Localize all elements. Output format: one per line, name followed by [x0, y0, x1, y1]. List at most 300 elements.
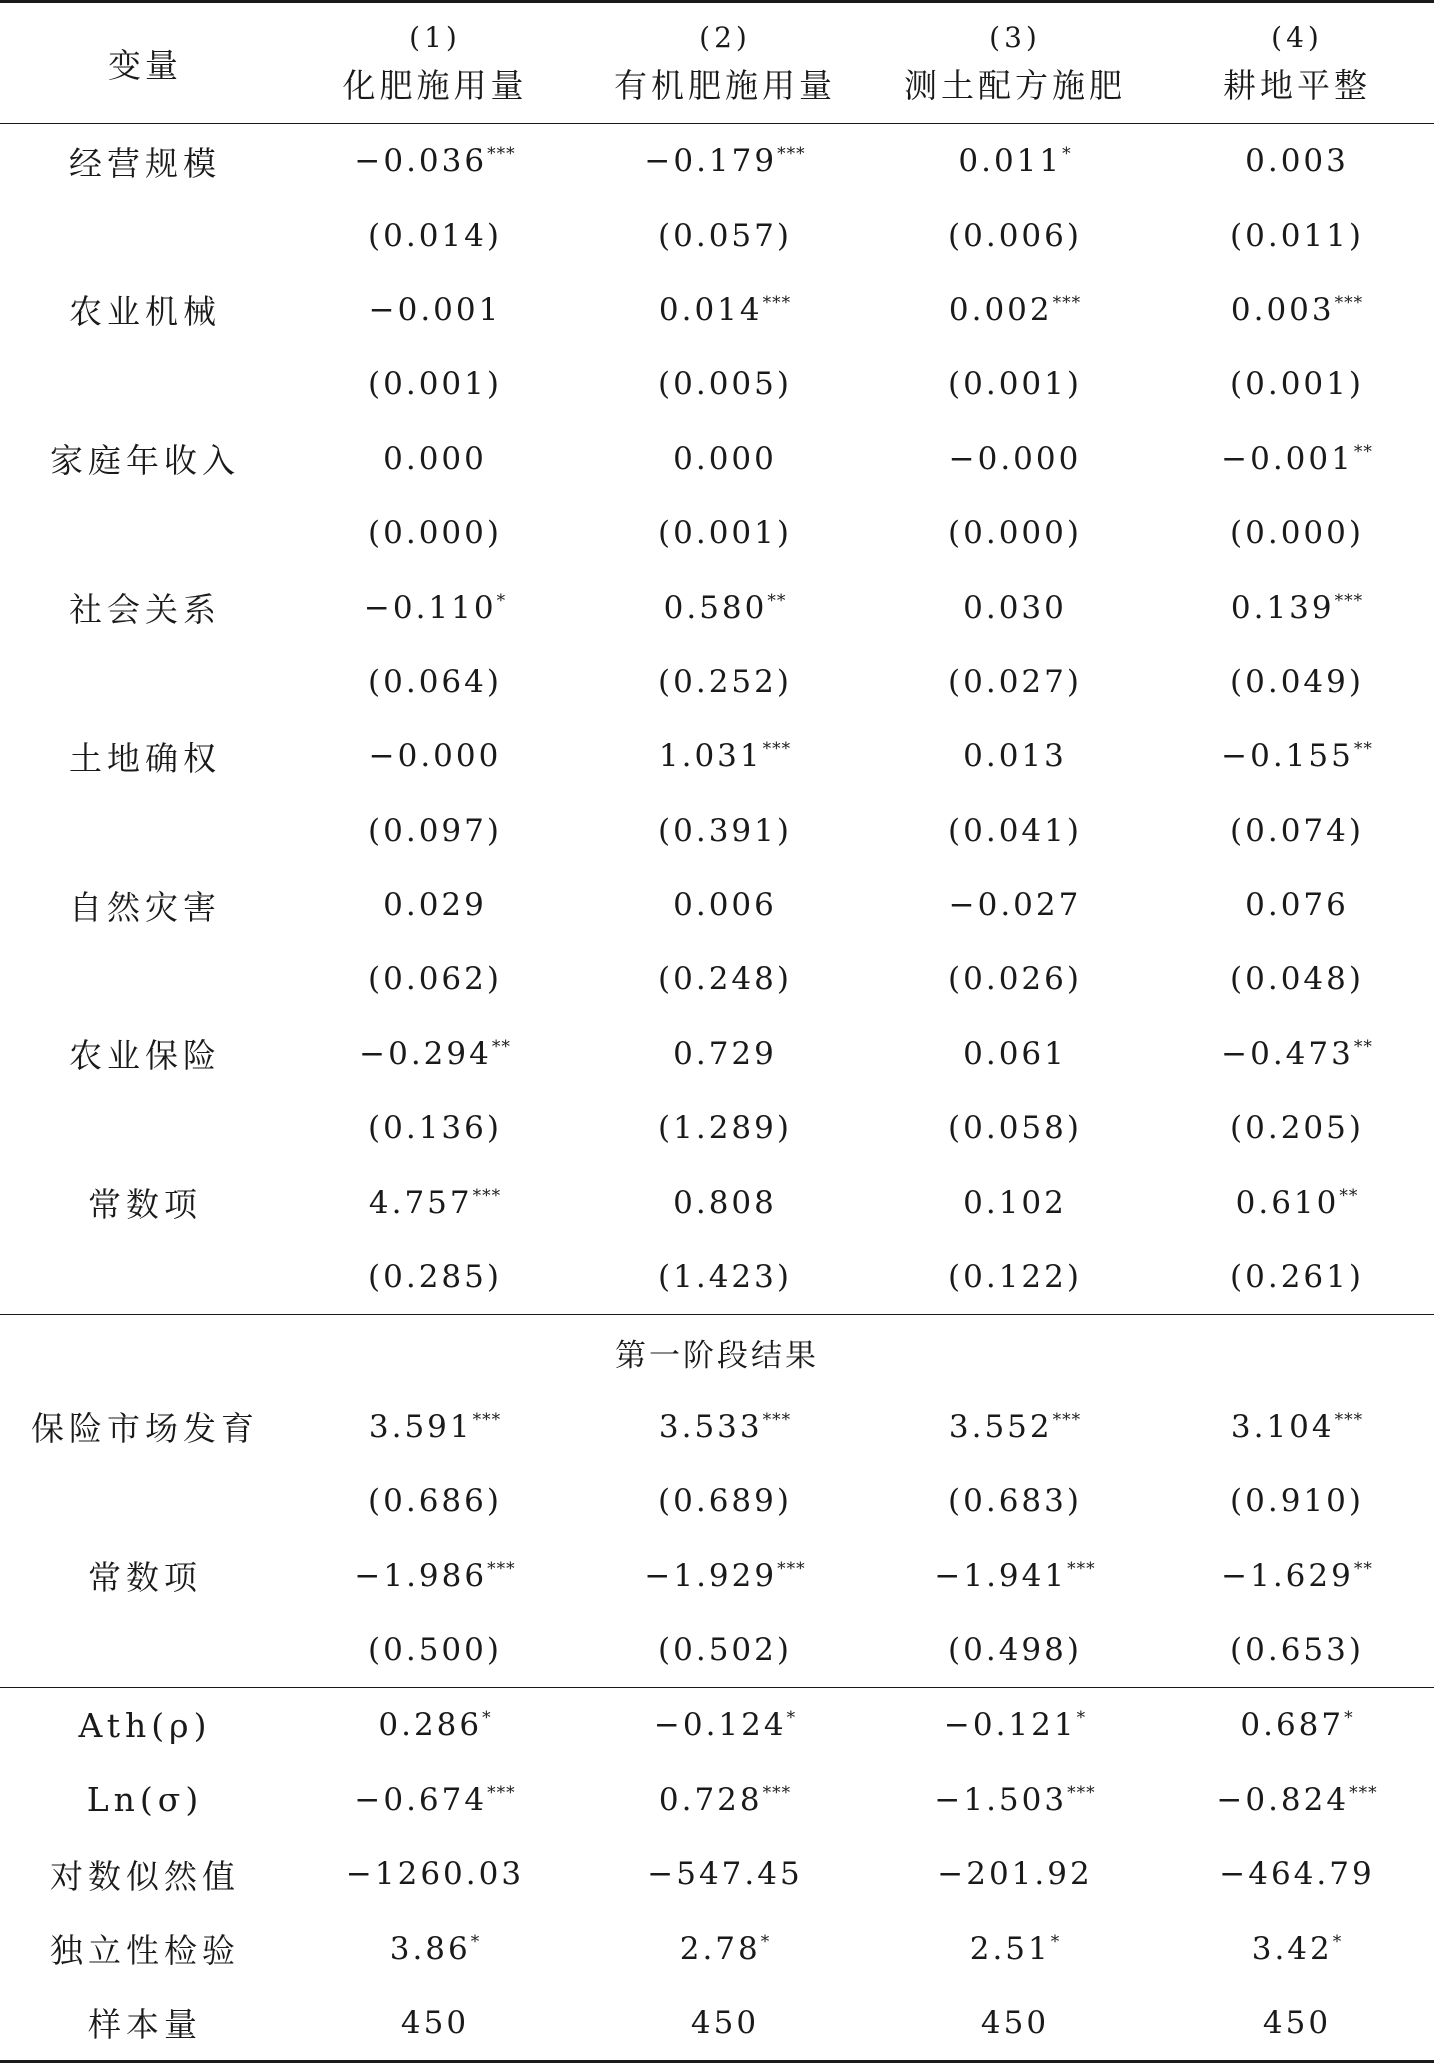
row-label [0, 1390, 290, 1464]
statistic-row [0, 1837, 1434, 1911]
row-label [0, 1763, 290, 1837]
value-cell-col-3 [870, 570, 1160, 644]
cell-value: 0.003 [1245, 143, 1349, 180]
cell-value: 0.808 [673, 1184, 777, 1221]
value-cell-col-4 [1160, 794, 1434, 868]
value-cell-col-4 [1160, 1165, 1434, 1239]
value-cell-col-1 [290, 1837, 580, 1911]
cell-value: 家庭年收入 [50, 441, 240, 481]
significance-stars: *** [487, 144, 516, 165]
cell-value: 农业机械 [69, 292, 221, 332]
value-cell-col-2 [580, 1240, 870, 1315]
cell-value: 450 [400, 2004, 470, 2041]
coefficient-row [0, 1390, 1434, 1464]
cell-value: (0.248) [658, 961, 792, 998]
value-cell-col-4 [1160, 496, 1434, 570]
cell-value: −0.294 [359, 1035, 492, 1072]
significance-stars: *** [762, 1409, 792, 1430]
value-cell-col-4 [1160, 273, 1434, 347]
cell-value: 土地确权 [69, 738, 221, 778]
value-cell-col-1 [290, 645, 580, 719]
value-cell-col-3 [870, 1390, 1160, 1464]
coefficient-row [0, 570, 1434, 644]
cell-value: 3.42 [1251, 1930, 1333, 1967]
cell-value: 1.031 [658, 738, 763, 775]
significance-stars: * [496, 590, 507, 611]
value-cell-col-1 [290, 1986, 580, 2062]
cell-value: 0.003 [1230, 291, 1335, 328]
significance-stars: * [1344, 1708, 1354, 1729]
row-label [0, 1538, 290, 1612]
variable-column-header: 变量 [0, 2, 290, 124]
value-cell-col-1 [290, 198, 580, 272]
value-cell-col-1 [290, 1911, 580, 1985]
cell-value: (1.289) [658, 1110, 792, 1147]
value-cell-col-2 [580, 1837, 870, 1911]
cell-value: −1.629 [1221, 1557, 1354, 1594]
value-cell-col-1 [290, 1464, 580, 1538]
value-cell-col-3 [870, 124, 1160, 199]
significance-stars: ** [1353, 441, 1373, 462]
cell-value: (0.689) [658, 1483, 792, 1520]
row-label [0, 198, 290, 272]
value-cell-col-1 [290, 1390, 580, 1464]
cell-value: −0.036 [354, 143, 488, 180]
significance-stars: * [482, 1708, 492, 1729]
cell-value: −0.124 [653, 1707, 787, 1744]
value-cell-col-2 [580, 1986, 870, 2062]
cell-value: (0.252) [658, 663, 792, 700]
significance-stars: *** [1067, 1558, 1096, 1579]
cell-value: 常数项 [88, 1558, 202, 1598]
value-cell-col-3 [870, 1613, 1160, 1688]
cell-value: −1.941 [934, 1557, 1068, 1594]
value-cell-col-4 [1160, 1986, 1434, 2062]
value-cell-col-4 [1160, 1911, 1434, 1985]
value-cell-col-2 [580, 1911, 870, 1985]
value-cell-col-4 [1160, 124, 1434, 199]
cell-value: −0.027 [948, 887, 1082, 924]
value-cell-col-3 [870, 1165, 1160, 1239]
cell-value: (0.001) [658, 515, 792, 552]
cell-value: −1260.03 [345, 1856, 525, 1893]
value-cell-col-1 [290, 1240, 580, 1315]
cell-value: 0.729 [673, 1035, 777, 1072]
cell-value: −1.503 [934, 1781, 1068, 1818]
value-cell-col-2 [580, 422, 870, 496]
value-cell-col-3 [870, 1538, 1160, 1612]
cell-value: −0.110 [363, 589, 497, 626]
value-cell-col-4 [1160, 570, 1434, 644]
cell-value: (0.136) [368, 1110, 502, 1147]
cell-value: 样本量 [88, 2005, 202, 2045]
cell-value: (0.261) [1230, 1259, 1364, 1296]
value-cell-col-3 [870, 496, 1160, 570]
significance-stars: ** [491, 1036, 511, 1057]
cell-value: 0.000 [383, 440, 487, 477]
cell-value: (0.011) [1230, 217, 1364, 254]
cell-value: (0.285) [368, 1259, 502, 1296]
significance-stars: *** [472, 1185, 502, 1206]
value-cell-col-4 [1160, 1464, 1434, 1538]
value-cell-col-2 [580, 1165, 870, 1239]
value-cell-col-2 [580, 1464, 870, 1538]
row-label [0, 645, 290, 719]
cell-value: 0.029 [383, 887, 487, 924]
row-label [0, 1688, 290, 1763]
significance-stars: * [1050, 1931, 1061, 1952]
cell-value: −547.45 [647, 1856, 803, 1893]
cell-value: −0.473 [1221, 1035, 1354, 1072]
std-error-row [0, 496, 1434, 570]
cell-value: 450 [690, 2004, 760, 2041]
row-label [0, 1017, 290, 1091]
cell-value: (0.058) [948, 1110, 1082, 1147]
cell-value: 经营规模 [69, 143, 221, 183]
value-cell-col-4 [1160, 347, 1434, 421]
value-cell-col-3 [870, 868, 1160, 942]
value-cell-col-3 [870, 1017, 1160, 1091]
cell-value: (0.062) [368, 961, 502, 998]
value-cell-col-1 [290, 570, 580, 644]
cell-value: 3.104 [1230, 1408, 1335, 1445]
statistic-row [0, 1986, 1434, 2062]
cell-value: (0.686) [368, 1483, 502, 1520]
significance-stars: * [1076, 1708, 1087, 1729]
value-cell-col-4 [1160, 1763, 1434, 1837]
row-label [0, 1240, 290, 1315]
row-label [0, 422, 290, 496]
value-cell-col-3 [870, 347, 1160, 421]
cell-value: 0.006 [673, 887, 777, 924]
cell-value: −1.986 [354, 1557, 488, 1594]
cell-value: 0.728 [658, 1781, 763, 1818]
value-cell-col-1 [290, 1017, 580, 1091]
significance-stars: *** [777, 1558, 806, 1579]
significance-stars: * [470, 1931, 481, 1952]
significance-stars: ** [767, 590, 787, 611]
value-cell-col-1 [290, 1613, 580, 1688]
value-cell-col-3 [870, 719, 1160, 793]
column-header-3 [870, 2, 1160, 124]
cell-value: −0.179 [644, 143, 778, 180]
value-cell-col-3 [870, 1240, 1160, 1315]
cell-value: −0.001 [1221, 440, 1354, 477]
std-error-row [0, 1240, 1434, 1315]
cell-value: (0.014) [368, 217, 502, 254]
significance-stars: *** [1067, 1782, 1096, 1803]
column-title: 耕地平整 [1223, 66, 1371, 105]
cell-value: (0.653) [1230, 1632, 1364, 1668]
significance-stars: *** [1052, 1409, 1082, 1430]
row-label [0, 868, 290, 942]
value-cell-col-3 [870, 1763, 1160, 1837]
cell-value: −0.000 [368, 738, 502, 775]
significance-stars: *** [1334, 1409, 1364, 1430]
value-cell-col-2 [580, 1390, 870, 1464]
statistic-row [0, 1763, 1434, 1837]
cell-value: 450 [980, 2004, 1050, 2041]
column-title: 化肥施用量 [342, 66, 528, 105]
cell-value: (0.000) [948, 515, 1082, 552]
cell-value: (0.005) [658, 366, 792, 403]
value-cell-col-4 [1160, 645, 1434, 719]
cell-value: 0.013 [963, 738, 1067, 775]
value-cell-col-1 [290, 1538, 580, 1612]
column-number: (2) [699, 21, 751, 54]
column-title: 测土配方施肥 [904, 66, 1126, 105]
std-error-row [0, 794, 1434, 868]
coefficient-row [0, 719, 1434, 793]
value-cell-col-1 [290, 1763, 580, 1837]
cell-value: (0.391) [658, 812, 792, 849]
row-label [0, 1165, 290, 1239]
cell-value: 3.591 [368, 1408, 473, 1445]
cell-value: (0.001) [368, 366, 502, 403]
significance-stars: *** [777, 144, 806, 165]
cell-value: 0.286 [378, 1707, 483, 1744]
std-error-row [0, 1613, 1434, 1688]
cell-value: 0.030 [963, 589, 1067, 626]
cell-value: (0.041) [948, 812, 1082, 849]
cell-value: 3.533 [658, 1408, 763, 1445]
row-label [0, 496, 290, 570]
value-cell-col-2 [580, 347, 870, 421]
value-cell-col-2 [580, 1538, 870, 1612]
cell-value: (0.000) [368, 515, 502, 552]
value-cell-col-1 [290, 124, 580, 199]
value-cell-col-3 [870, 1688, 1160, 1763]
row-label [0, 719, 290, 793]
row-label [0, 273, 290, 347]
cell-value: 2.51 [969, 1930, 1051, 1967]
value-cell-col-3 [870, 422, 1160, 496]
std-error-row [0, 347, 1434, 421]
cell-value: (1.423) [658, 1259, 792, 1296]
cell-value: (0.122) [948, 1259, 1082, 1296]
cell-value: −201.92 [937, 1856, 1093, 1893]
value-cell-col-1 [290, 273, 580, 347]
value-cell-col-2 [580, 570, 870, 644]
column-header-2 [580, 2, 870, 124]
significance-stars: *** [1334, 292, 1364, 313]
row-label [0, 570, 290, 644]
cell-value: 2.78 [679, 1930, 761, 1967]
cell-value: 3.552 [948, 1408, 1053, 1445]
cell-value: (0.500) [368, 1632, 502, 1668]
significance-stars: * [1062, 144, 1072, 165]
row-label [0, 1091, 290, 1165]
significance-stars: *** [487, 1558, 516, 1579]
value-cell-col-2 [580, 1613, 870, 1688]
row-label [0, 347, 290, 421]
value-cell-col-3 [870, 1986, 1160, 2062]
significance-stars: * [1332, 1931, 1343, 1952]
value-cell-col-1 [290, 347, 580, 421]
std-error-row [0, 942, 1434, 1016]
cell-value: (0.064) [368, 663, 502, 700]
std-error-row [0, 1091, 1434, 1165]
cell-value: 0.002 [948, 291, 1053, 328]
value-cell-col-4 [1160, 1240, 1434, 1315]
value-cell-col-1 [290, 1688, 580, 1763]
row-label [0, 1911, 290, 1985]
row-label [0, 794, 290, 868]
cell-value: −0.824 [1216, 1781, 1350, 1818]
significance-stars: *** [762, 1782, 792, 1803]
cell-value: 0.076 [1245, 887, 1349, 924]
coefficient-row [0, 1538, 1434, 1612]
std-error-row [0, 198, 1434, 272]
first-stage-title: 第一阶段结果 [0, 1315, 1434, 1390]
value-cell-col-1 [290, 794, 580, 868]
significance-stars: *** [762, 739, 792, 760]
significance-stars: * [760, 1931, 771, 1952]
value-cell-col-2 [580, 794, 870, 868]
value-cell-col-4 [1160, 1017, 1434, 1091]
row-label [0, 1986, 290, 2062]
value-cell-col-1 [290, 719, 580, 793]
significance-stars: *** [1349, 1782, 1378, 1803]
coefficient-row [0, 1017, 1434, 1091]
cell-value: (0.006) [948, 217, 1082, 254]
value-cell-col-4 [1160, 1390, 1434, 1464]
column-number: (3) [989, 21, 1041, 54]
cell-value: (0.049) [1230, 663, 1364, 700]
table-header [0, 2, 1434, 124]
first-stage-title-row [0, 1315, 1434, 1390]
significance-stars: ** [1339, 1185, 1359, 1206]
cell-value: −0.155 [1221, 738, 1354, 775]
value-cell-col-4 [1160, 942, 1434, 1016]
cell-value: 0.610 [1235, 1184, 1340, 1221]
cell-value: 常数项 [88, 1185, 202, 1225]
value-cell-col-4 [1160, 198, 1434, 272]
column-number: (4) [1271, 21, 1323, 54]
value-cell-col-2 [580, 124, 870, 199]
value-cell-col-2 [580, 719, 870, 793]
value-cell-col-3 [870, 1911, 1160, 1985]
value-cell-col-1 [290, 1091, 580, 1165]
significance-stars: *** [762, 292, 792, 313]
cell-value: 农业保险 [69, 1036, 221, 1076]
value-cell-col-4 [1160, 1538, 1434, 1612]
column-header-4 [1160, 2, 1434, 124]
cell-value: (0.026) [948, 961, 1082, 998]
cell-value: (0.683) [948, 1483, 1082, 1520]
value-cell-col-3 [870, 198, 1160, 272]
cell-value: 0.014 [658, 291, 763, 328]
significance-stars: ** [1353, 1036, 1373, 1057]
value-cell-col-2 [580, 198, 870, 272]
cell-value: −0.121 [943, 1707, 1077, 1744]
significance-stars: * [786, 1708, 797, 1729]
cell-value: (0.057) [658, 217, 792, 254]
cell-value: 社会关系 [69, 590, 221, 630]
statistic-row [0, 1911, 1434, 1985]
row-label [0, 942, 290, 1016]
significance-stars: *** [472, 1409, 502, 1430]
table-body [0, 124, 1434, 2062]
cell-value: 0.000 [673, 440, 777, 477]
coefficient-row [0, 273, 1434, 347]
column-title: 有机肥施用量 [614, 66, 836, 105]
cell-value: 对数似然值 [50, 1856, 240, 1896]
value-cell-col-2 [580, 942, 870, 1016]
significance-stars: *** [487, 1782, 516, 1803]
cell-value: 独立性检验 [50, 1931, 240, 1971]
value-cell-col-2 [580, 1017, 870, 1091]
cell-value: 4.757 [368, 1184, 473, 1221]
cell-value: −1.929 [644, 1557, 778, 1594]
cell-value: 0.139 [1230, 589, 1335, 626]
cell-value: −464.79 [1219, 1856, 1375, 1893]
cell-value: (0.001) [1230, 366, 1364, 403]
cell-value: −0.674 [354, 1781, 488, 1818]
value-cell-col-3 [870, 1091, 1160, 1165]
row-label [0, 1837, 290, 1911]
cell-value: 0.580 [663, 589, 768, 626]
value-cell-col-4 [1160, 1613, 1434, 1688]
cell-value: (0.498) [948, 1632, 1082, 1668]
value-cell-col-4 [1160, 1688, 1434, 1763]
value-cell-col-3 [870, 645, 1160, 719]
value-cell-col-2 [580, 868, 870, 942]
value-cell-col-4 [1160, 868, 1434, 942]
significance-stars: *** [1052, 292, 1082, 313]
significance-stars: ** [1353, 739, 1373, 760]
cell-value: Ln(σ) [86, 1780, 204, 1820]
coefficient-row [0, 868, 1434, 942]
value-cell-col-1 [290, 422, 580, 496]
cell-value: (0.027) [948, 663, 1082, 700]
value-cell-col-2 [580, 1688, 870, 1763]
column-header-1 [290, 2, 580, 124]
cell-value: 0.102 [963, 1184, 1067, 1221]
row-label [0, 124, 290, 199]
value-cell-col-3 [870, 1464, 1160, 1538]
cell-value: (0.205) [1230, 1110, 1364, 1147]
coefficient-row [0, 1165, 1434, 1239]
cell-value: (0.074) [1230, 812, 1364, 849]
significance-stars: *** [1334, 590, 1364, 611]
value-cell-col-3 [870, 942, 1160, 1016]
value-cell-col-1 [290, 496, 580, 570]
cell-value: 0.687 [1240, 1707, 1345, 1744]
cell-value: (0.502) [658, 1632, 792, 1668]
cell-value: −0.000 [948, 440, 1082, 477]
value-cell-col-3 [870, 273, 1160, 347]
column-number: (1) [409, 21, 461, 54]
value-cell-col-3 [870, 794, 1160, 868]
cell-value: (0.048) [1230, 961, 1364, 998]
cell-value: (0.910) [1230, 1483, 1364, 1520]
cell-value: 3.86 [389, 1930, 471, 1967]
value-cell-col-2 [580, 1763, 870, 1837]
significance-stars: ** [1353, 1558, 1373, 1579]
std-error-row [0, 1464, 1434, 1538]
value-cell-col-1 [290, 942, 580, 1016]
std-error-row [0, 645, 1434, 719]
value-cell-col-2 [580, 496, 870, 570]
row-label [0, 1613, 290, 1688]
coefficient-row [0, 422, 1434, 496]
cell-value: 450 [1262, 2004, 1332, 2041]
cell-value: (0.097) [368, 812, 502, 849]
cell-value: 0.061 [963, 1035, 1067, 1072]
value-cell-col-4 [1160, 719, 1434, 793]
statistic-row [0, 1688, 1434, 1763]
